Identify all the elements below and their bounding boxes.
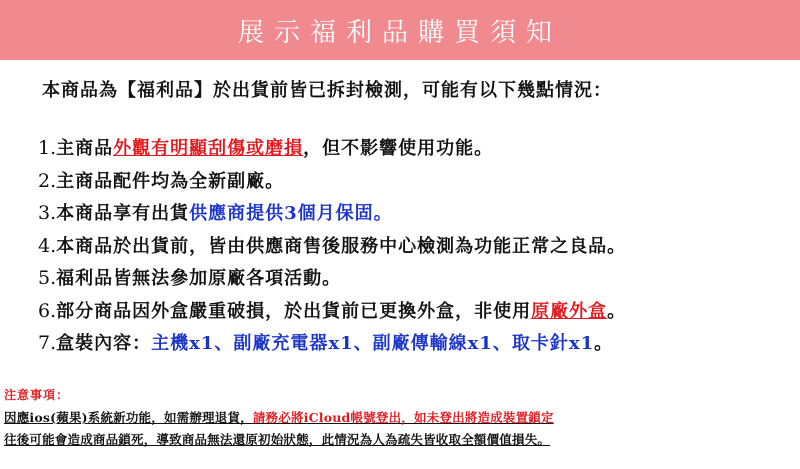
note-line-2: 往後可能會造成商品鎖死，導致商品無法還原初始狀態，此情況為人為疏失皆收取全額價值損失。 (4, 432, 551, 447)
item-highlight-blue: 供應商提供3個月保固。 (189, 203, 393, 224)
list-item (38, 295, 626, 328)
list-item (38, 230, 626, 263)
list-item (38, 165, 626, 198)
note-text: 因應ios(蘋果)系統新功能，如需辦理退貨， (4, 410, 253, 425)
item-highlight-red: 原廠外盒 (531, 300, 608, 322)
list-item (38, 132, 626, 165)
item-text: 主商品 (56, 138, 114, 159)
item-text-end: ，但不影響使用功能。 (303, 138, 494, 159)
conditions-list (38, 132, 626, 360)
notes-title: 注意事項： (4, 388, 70, 402)
item-text: 福利品皆無法參加原廠各項活動。 (56, 268, 342, 289)
intro-text: 本商品為【福利品】於出貨前皆已拆封檢測，可能有以下幾點情況： (42, 80, 612, 101)
item-text: 主商品配件均為全新副廠。 (56, 170, 285, 192)
list-item (38, 327, 626, 360)
item-number: 3. (38, 202, 57, 224)
item-number: 2. (38, 169, 57, 192)
item-text: 部分商品因外盒嚴重破損，於出貨前已更換外盒，非使用 (56, 300, 532, 322)
banner-title: 展示福利品購買須知 (237, 17, 562, 48)
item-text-end: 。 (594, 333, 614, 354)
list-item (38, 262, 626, 295)
item-text-end: 。 (607, 300, 627, 322)
item-number: 4. (38, 234, 57, 257)
item-number: 6. (38, 299, 57, 322)
note-warning-red: 請務必將iCloud帳號登出，如未登出將造成裝置鎖定 (252, 410, 554, 425)
item-highlight-red: 外觀有明顯刮傷或磨損 (113, 138, 304, 159)
item-number: 7. (38, 332, 57, 354)
note-line-1 (4, 408, 554, 426)
item-number: 5. (38, 267, 57, 289)
item-highlight-blue: 主機x1、副廠充電器x1、副廠傳輸線x1、取卡針x1 (151, 333, 595, 354)
item-text: 盒裝內容： (56, 333, 152, 354)
item-text: 本商品於出貨前，皆由供應商售後服務中心檢測為功能正常之良品。 (56, 235, 627, 257)
item-number: 1. (38, 137, 57, 159)
list-item (38, 197, 626, 230)
title-banner (0, 0, 800, 60)
item-text: 本商品享有出貨 (56, 203, 190, 224)
